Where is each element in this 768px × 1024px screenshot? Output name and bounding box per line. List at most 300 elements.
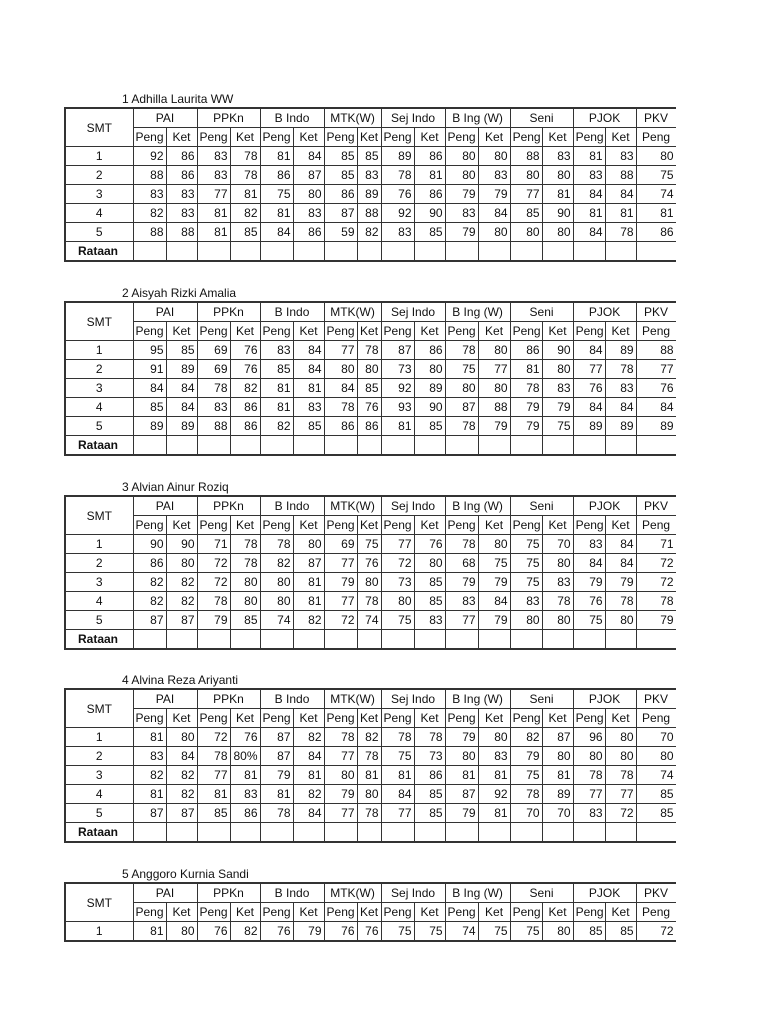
- ket-header: Ket: [478, 903, 510, 922]
- grade-cell: 79: [542, 398, 573, 417]
- grade-cell: 84: [478, 204, 510, 223]
- ket-header: Ket: [478, 322, 510, 341]
- subject-header: PPKn: [197, 883, 260, 903]
- grade-cell: 81: [636, 204, 676, 223]
- peng-header: Peng: [324, 128, 357, 147]
- grade-cell: 86: [230, 398, 260, 417]
- empty-cell: [166, 436, 197, 456]
- peng-header: Peng: [133, 516, 166, 535]
- ket-header: Ket: [230, 903, 260, 922]
- grade-cell: 82: [133, 592, 166, 611]
- grade-cell: 81: [381, 417, 414, 436]
- empty-cell: [381, 436, 414, 456]
- empty-cell: [230, 630, 260, 650]
- grade-cell: 79: [445, 573, 478, 592]
- subject-header: B Indo: [260, 302, 324, 322]
- grade-cell: 86: [510, 341, 542, 360]
- rataan-label: Rataan: [65, 823, 133, 843]
- grade-cell: 78: [542, 592, 573, 611]
- grades-table: [64, 495, 676, 650]
- grade-cell: 75: [381, 922, 414, 942]
- grade-cell: 83: [133, 747, 166, 766]
- grade-cell: 75: [357, 535, 381, 554]
- grade-cell: 77: [324, 341, 357, 360]
- grade-cell: 80: [445, 747, 478, 766]
- grade-cell: 80: [510, 166, 542, 185]
- ket-header: Ket: [542, 903, 573, 922]
- empty-cell: [133, 242, 166, 262]
- subject-header: MTK(W): [324, 883, 381, 903]
- grade-cell: 80: [542, 747, 573, 766]
- grade-cell: 83: [573, 804, 605, 823]
- grade-cell: 80: [357, 360, 381, 379]
- grade-cell: 87: [166, 611, 197, 630]
- peng-header: Peng: [445, 128, 478, 147]
- grade-cell: 83: [133, 185, 166, 204]
- grade-cell: 81: [260, 379, 293, 398]
- grade-cell: 82: [293, 728, 324, 747]
- grade-cell: 75: [573, 611, 605, 630]
- grade-cell: 81: [133, 728, 166, 747]
- subject-header: PPKn: [197, 496, 260, 516]
- grade-cell: 90: [542, 341, 573, 360]
- semester-number: 2: [65, 166, 133, 185]
- grade-cell: 82: [133, 573, 166, 592]
- grade-cell: 76: [381, 185, 414, 204]
- empty-cell: [478, 630, 510, 650]
- empty-cell: [542, 630, 573, 650]
- grade-cell: 79: [445, 728, 478, 747]
- grade-cell: 78: [357, 341, 381, 360]
- grade-cell: 89: [414, 379, 445, 398]
- empty-cell: [357, 242, 381, 262]
- grade-cell: 78: [260, 535, 293, 554]
- grade-cell: 59: [324, 223, 357, 242]
- grade-cell: 79: [445, 804, 478, 823]
- grade-cell: 80: [414, 554, 445, 573]
- grade-cell: 76: [414, 535, 445, 554]
- grade-cell: 83: [542, 573, 573, 592]
- grade-cell: 79: [478, 185, 510, 204]
- grade-cell: 77: [197, 766, 230, 785]
- grade-cell: 76: [197, 922, 230, 942]
- grade-cell: 75: [510, 766, 542, 785]
- peng-header: Peng: [260, 516, 293, 535]
- grade-cell: 85: [414, 592, 445, 611]
- grade-cell: 79: [636, 611, 676, 630]
- table-row: [65, 535, 676, 554]
- grade-cell: 78: [445, 535, 478, 554]
- grade-cell: 82: [230, 922, 260, 942]
- grade-cell: 76: [573, 379, 605, 398]
- ket-header: Ket: [542, 128, 573, 147]
- grade-cell: 83: [381, 223, 414, 242]
- grade-cell: 78: [381, 728, 414, 747]
- grade-cell: 81: [260, 204, 293, 223]
- grade-cell: 79: [478, 611, 510, 630]
- grade-cell: 85: [636, 785, 676, 804]
- grade-cell: 80: [230, 592, 260, 611]
- table-row: [65, 166, 676, 185]
- peng-header: Peng: [510, 516, 542, 535]
- semester-number: 1: [65, 922, 133, 942]
- grade-cell: 77: [197, 185, 230, 204]
- grade-cell: 87: [445, 785, 478, 804]
- grade-cell: 88: [510, 147, 542, 166]
- peng-header: Peng: [197, 128, 230, 147]
- grade-cell: 69: [197, 360, 230, 379]
- ket-header: Ket: [293, 128, 324, 147]
- grade-cell: 82: [166, 785, 197, 804]
- grade-cell: 84: [573, 341, 605, 360]
- grade-cell: 78: [605, 360, 636, 379]
- grade-cell: 74: [260, 611, 293, 630]
- grade-cell: 87: [542, 728, 573, 747]
- grade-cell: 72: [197, 573, 230, 592]
- empty-cell: [166, 630, 197, 650]
- grade-cell: 83: [293, 204, 324, 223]
- peng-header: Peng: [133, 322, 166, 341]
- grade-cell: 84: [133, 379, 166, 398]
- grade-cell: 87: [324, 204, 357, 223]
- grade-cell: 80: [357, 573, 381, 592]
- grade-cell: 85: [573, 922, 605, 942]
- rataan-row: [65, 436, 676, 456]
- grade-cell: 82: [510, 728, 542, 747]
- subject-header: PJOK: [573, 496, 636, 516]
- grade-cell: 80: [478, 341, 510, 360]
- empty-cell: [324, 823, 357, 843]
- semester-number: 4: [65, 785, 133, 804]
- grade-cell: 90: [414, 398, 445, 417]
- grade-cell: 77: [381, 804, 414, 823]
- peng-header: Peng: [636, 709, 676, 728]
- grade-cell: 84: [293, 341, 324, 360]
- subject-header: B Ing (W): [445, 108, 510, 128]
- grade-cell: 84: [260, 223, 293, 242]
- grade-cell: 75: [381, 747, 414, 766]
- grade-cell: 75: [381, 611, 414, 630]
- rataan-label: Rataan: [65, 630, 133, 650]
- grade-cell: 84: [573, 223, 605, 242]
- peng-header: Peng: [197, 709, 230, 728]
- grade-cell: 81: [293, 766, 324, 785]
- grade-cell: 78: [357, 804, 381, 823]
- ket-header: Ket: [605, 516, 636, 535]
- grade-cell: 81: [260, 147, 293, 166]
- empty-cell: [293, 242, 324, 262]
- table-row: [65, 804, 676, 823]
- grade-cell: 78: [357, 747, 381, 766]
- grade-cell: 82: [357, 223, 381, 242]
- grade-cell: 80: [542, 554, 573, 573]
- grade-cell: 80: [478, 147, 510, 166]
- ket-header: Ket: [414, 322, 445, 341]
- empty-cell: [381, 823, 414, 843]
- empty-cell: [478, 436, 510, 456]
- empty-cell: [197, 242, 230, 262]
- empty-cell: [381, 242, 414, 262]
- empty-cell: [230, 436, 260, 456]
- grade-cell: 89: [605, 341, 636, 360]
- subject-header: PKV: [636, 108, 676, 128]
- grade-cell: 84: [293, 147, 324, 166]
- peng-header: Peng: [445, 903, 478, 922]
- ket-header: Ket: [414, 709, 445, 728]
- peng-header: Peng: [324, 322, 357, 341]
- header-row-peng-ket: [65, 903, 676, 922]
- grade-cell: 85: [357, 147, 381, 166]
- header-row-subjects: [65, 108, 676, 128]
- grade-cell: 86: [260, 166, 293, 185]
- grade-cell: 82: [260, 554, 293, 573]
- subject-header: PAI: [133, 496, 197, 516]
- empty-cell: [542, 823, 573, 843]
- ket-header: Ket: [293, 903, 324, 922]
- grade-cell: 87: [445, 398, 478, 417]
- grade-cell: 88: [166, 223, 197, 242]
- grade-cell: 81: [542, 185, 573, 204]
- grades-table: [64, 301, 676, 456]
- student-title: 1 Adhilla Laurita WW: [122, 92, 234, 106]
- grade-cell: 87: [166, 804, 197, 823]
- semester-number: 5: [65, 611, 133, 630]
- grade-cell: 81: [197, 204, 230, 223]
- subject-header: MTK(W): [324, 108, 381, 128]
- grade-cell: 79: [197, 611, 230, 630]
- grade-cell: 69: [324, 535, 357, 554]
- grade-cell: 88: [133, 166, 166, 185]
- grade-cell: 79: [605, 573, 636, 592]
- empty-cell: [636, 630, 676, 650]
- grade-cell: 95: [133, 341, 166, 360]
- grades-table: [64, 882, 676, 942]
- empty-cell: [605, 242, 636, 262]
- grade-cell: 78: [445, 341, 478, 360]
- grade-cell: 77: [636, 360, 676, 379]
- grade-cell: 86: [414, 341, 445, 360]
- grade-cell: 77: [573, 785, 605, 804]
- ket-header: Ket: [166, 128, 197, 147]
- grade-cell: 80: [478, 223, 510, 242]
- grade-cell: 70: [542, 804, 573, 823]
- empty-cell: [573, 436, 605, 456]
- grade-cell: 84: [605, 185, 636, 204]
- subject-header: B Ing (W): [445, 302, 510, 322]
- grade-cell: 80: [414, 360, 445, 379]
- grade-cell: 80: [478, 728, 510, 747]
- grades-table-wrapper: [64, 688, 676, 845]
- grade-cell: 88: [605, 166, 636, 185]
- grade-cell: 80: [573, 747, 605, 766]
- grade-cell: 84: [166, 379, 197, 398]
- ket-header: Ket: [166, 709, 197, 728]
- grade-cell: 80: [381, 592, 414, 611]
- grade-cell: 81: [197, 785, 230, 804]
- grade-cell: 85: [197, 804, 230, 823]
- grade-cell: 86: [414, 766, 445, 785]
- grade-cell: 78: [573, 766, 605, 785]
- empty-cell: [510, 242, 542, 262]
- grade-cell: 78: [605, 592, 636, 611]
- subject-header: PKV: [636, 883, 676, 903]
- table-row: [65, 147, 676, 166]
- grade-cell: 74: [636, 766, 676, 785]
- grade-cell: 83: [414, 611, 445, 630]
- subject-header: Seni: [510, 883, 573, 903]
- grade-cell: 71: [636, 535, 676, 554]
- grades-table: [64, 688, 676, 843]
- header-row-peng-ket: [65, 516, 676, 535]
- grade-cell: 77: [605, 785, 636, 804]
- grade-cell: 85: [230, 611, 260, 630]
- grade-cell: 79: [324, 785, 357, 804]
- smt-header: SMT: [65, 689, 133, 728]
- header-row-subjects: [65, 689, 676, 709]
- table-row: [65, 185, 676, 204]
- peng-header: Peng: [573, 709, 605, 728]
- grade-cell: 86: [166, 166, 197, 185]
- smt-header: SMT: [65, 883, 133, 922]
- grade-cell: 70: [510, 804, 542, 823]
- grade-cell: 80: [166, 922, 197, 942]
- grade-cell: 90: [542, 204, 573, 223]
- ket-header: Ket: [542, 322, 573, 341]
- grade-cell: 84: [573, 554, 605, 573]
- grade-cell: 88: [133, 223, 166, 242]
- subject-header: PAI: [133, 302, 197, 322]
- subject-header: B Ing (W): [445, 883, 510, 903]
- grade-cell: 79: [293, 922, 324, 942]
- empty-cell: [478, 242, 510, 262]
- grade-cell: 80: [293, 185, 324, 204]
- rataan-row: [65, 242, 676, 262]
- semester-number: 1: [65, 147, 133, 166]
- subject-header: Sej Indo: [381, 302, 445, 322]
- table-row: [65, 573, 676, 592]
- table-row: [65, 611, 676, 630]
- subject-header: PJOK: [573, 883, 636, 903]
- grade-cell: 84: [324, 379, 357, 398]
- grade-cell: 72: [197, 554, 230, 573]
- grade-cell: 89: [573, 417, 605, 436]
- grade-cell: 82: [293, 611, 324, 630]
- grade-cell: 77: [324, 554, 357, 573]
- grade-cell: 77: [478, 360, 510, 379]
- subject-header: Seni: [510, 302, 573, 322]
- grade-cell: 86: [357, 417, 381, 436]
- subject-header: PAI: [133, 883, 197, 903]
- grade-cell: 78: [230, 554, 260, 573]
- grade-cell: 89: [381, 147, 414, 166]
- empty-cell: [414, 823, 445, 843]
- grade-cell: 84: [478, 592, 510, 611]
- grade-cell: 79: [445, 185, 478, 204]
- subject-header: PPKn: [197, 108, 260, 128]
- peng-header: Peng: [197, 516, 230, 535]
- grade-cell: 75: [414, 922, 445, 942]
- grade-cell: 78: [197, 747, 230, 766]
- empty-cell: [324, 630, 357, 650]
- grade-cell: 83: [542, 147, 573, 166]
- subject-header: PAI: [133, 108, 197, 128]
- grade-cell: 81: [133, 785, 166, 804]
- peng-header: Peng: [133, 903, 166, 922]
- ket-header: Ket: [230, 322, 260, 341]
- grade-cell: 88: [636, 341, 676, 360]
- grade-cell: 84: [293, 804, 324, 823]
- grade-cell: 80: [357, 785, 381, 804]
- grade-cell: 83: [166, 185, 197, 204]
- grade-cell: 78: [260, 804, 293, 823]
- empty-cell: [197, 823, 230, 843]
- grade-cell: 83: [357, 166, 381, 185]
- grade-cell: 78: [414, 728, 445, 747]
- semester-number: 2: [65, 747, 133, 766]
- ket-header: Ket: [357, 128, 381, 147]
- grade-cell: 89: [605, 417, 636, 436]
- peng-header: Peng: [636, 322, 676, 341]
- peng-header: Peng: [636, 128, 676, 147]
- table-row: [65, 785, 676, 804]
- empty-cell: [573, 823, 605, 843]
- subject-header: Sej Indo: [381, 883, 445, 903]
- grade-cell: 80: [542, 223, 573, 242]
- empty-cell: [357, 436, 381, 456]
- empty-cell: [636, 242, 676, 262]
- grade-cell: 81: [293, 573, 324, 592]
- grade-cell: 77: [381, 535, 414, 554]
- student-title: 3 Alvian Ainur Roziq: [122, 480, 229, 494]
- subject-header: PPKn: [197, 302, 260, 322]
- grade-cell: 83: [542, 379, 573, 398]
- peng-header: Peng: [510, 128, 542, 147]
- ket-header: Ket: [166, 516, 197, 535]
- student-title: 5 Anggoro Kurnia Sandi: [122, 867, 249, 881]
- grade-cell: 81: [230, 766, 260, 785]
- grade-cell: 80: [605, 611, 636, 630]
- semester-number: 3: [65, 573, 133, 592]
- empty-cell: [636, 823, 676, 843]
- grade-cell: 88: [357, 204, 381, 223]
- grade-cell: 81: [478, 804, 510, 823]
- table-row: [65, 360, 676, 379]
- grade-cell: 78: [197, 379, 230, 398]
- grade-cell: 80: [445, 166, 478, 185]
- table-row: [65, 379, 676, 398]
- empty-cell: [510, 436, 542, 456]
- ket-header: Ket: [478, 516, 510, 535]
- ket-header: Ket: [357, 322, 381, 341]
- ket-header: Ket: [414, 516, 445, 535]
- grade-cell: 82: [133, 766, 166, 785]
- empty-cell: [260, 242, 293, 262]
- grade-cell: 83: [478, 747, 510, 766]
- grade-cell: 85: [414, 785, 445, 804]
- table-row: [65, 223, 676, 242]
- rataan-row: [65, 823, 676, 843]
- grade-cell: 89: [133, 417, 166, 436]
- grade-cell: 75: [510, 535, 542, 554]
- grade-cell: 85: [324, 147, 357, 166]
- empty-cell: [605, 436, 636, 456]
- grade-cell: 89: [636, 417, 676, 436]
- ket-header: Ket: [478, 128, 510, 147]
- grade-cell: 80: [510, 611, 542, 630]
- empty-cell: [293, 630, 324, 650]
- grade-cell: 85: [133, 398, 166, 417]
- peng-header: Peng: [445, 709, 478, 728]
